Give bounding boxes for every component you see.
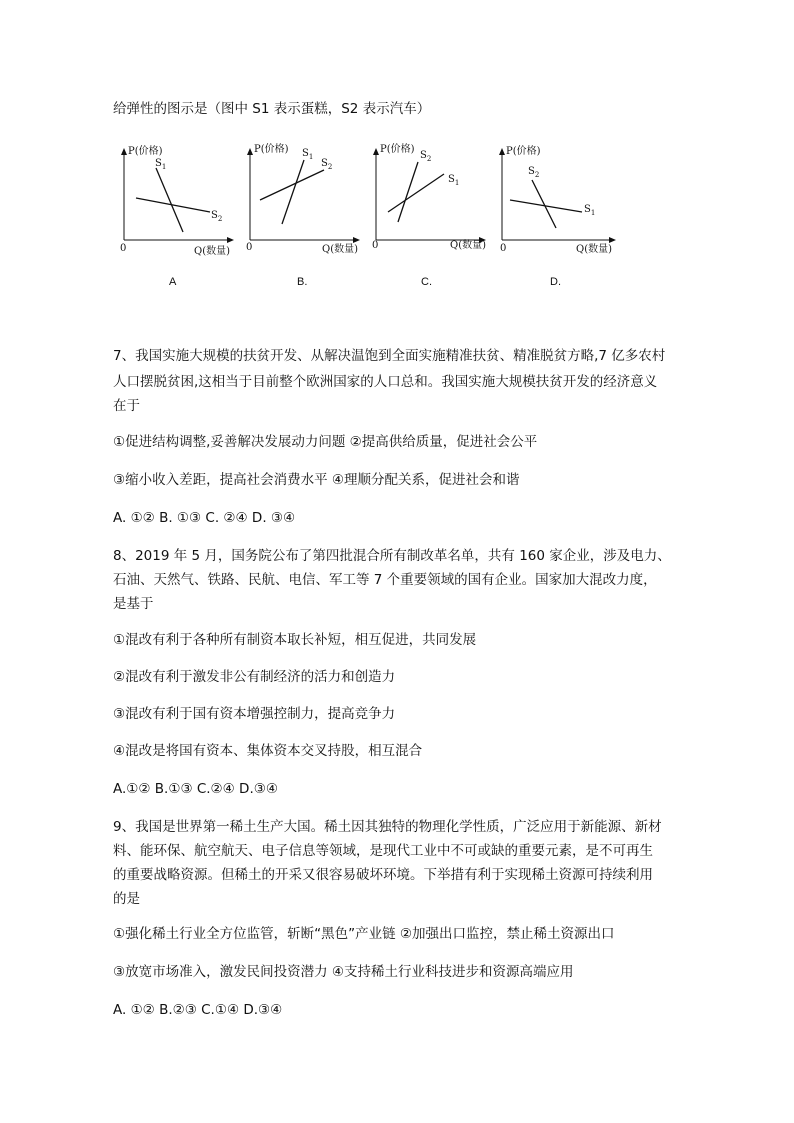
q8-option-4: ④混改是将国有资本、集体资本交叉持股，相互混合 [113,743,423,759]
q9-options-34: ③放宽市场准入，激发民间投资潜力 ④支持稀土行业科技进步和资源高端应用 [113,964,574,980]
q8-option-3: ③混改有利于国有资本增强控制力，提高竞争力 [113,706,396,722]
chart-b [236,140,366,264]
q8-answers: A.①② B.①③ C.②④ D.③④ [113,781,278,797]
s1-label: $S_1$ [302,148,314,161]
x-axis-label: Q(数量) [576,244,613,255]
y-axis-arrow [499,148,505,155]
q7-stem-line2: 人口摆脱贫困,这相当于目前整个欧洲国家的人口总和。我国实施大规模扶贫开发的经济意义 [113,374,658,390]
s1-label: $S_1$ [448,174,460,187]
y-axis-label: P(价格) [128,146,163,157]
q8-stem-line2: 石油、天然气、铁路、民航、电信、军工等 7 个重要领域的国有企业。国家加大混改力度， [113,572,657,588]
chart-d [488,140,628,264]
s1-label: $S_1$ [584,204,596,217]
chart-c [362,140,492,264]
x-axis-arrow [353,237,360,243]
origin-label: 0 [246,242,253,253]
s1-line [388,174,444,212]
q8-stem-line1: 8、2019 年 5 月，国务院公布了第四批混合所有制改革名单，共有 160 家企业，涉及电力、 [113,548,671,564]
x-axis-label: Q(数量) [322,244,359,255]
q7-options-12: ①促进结构调整,妥善解决发展动力问题 ②提高供给质量，促进社会公平 [113,434,538,450]
s2-line [398,162,418,222]
q9-answers: A. ①② B.②③ C.①④ D.③④ [113,1002,283,1018]
q7-stem-line1: 7、我国实施大规模的扶贫开发、从解决温饱到全面实施精准扶贫、精准脱贫方略,7 亿多农村 [113,348,666,364]
y-axis-label: P(价格) [506,146,541,157]
supply-elasticity-charts [110,140,630,290]
s2-label: $S_2$ [321,158,333,171]
s1-label: $S_1$ [155,158,167,171]
y-axis-arrow [247,148,253,155]
origin-label: 0 [500,243,507,254]
s1-line [282,160,304,224]
x-axis-label: Q(数量) [194,246,231,257]
x-axis-arrow [227,237,234,243]
q7-stem-line3: 在于 [113,398,140,414]
q8-option-2: ②混改有利于激发非公有制经济的活力和创造力 [113,669,396,685]
q7-options-34: ③缩小收入差距，提高社会消费水平 ④理顺分配关系，促进社会和谐 [113,472,520,488]
chart-option-a: A [169,276,177,288]
origin-label: 0 [120,243,127,254]
x-axis-arrow [609,237,616,243]
q9-stem-line1: 9、我国是世界第一稀土生产大国。稀土因其独特的物理化学性质，广泛应用于新能源、新材 [113,819,662,835]
chart-d-svg [488,140,628,260]
question6-tail: 给弹性的图示是（图中 S1 表示蛋糕，S2 表示汽车） [113,101,431,117]
chart-option-c: C. [421,276,432,288]
s2-label: $S_2$ [420,150,432,163]
chart-c-svg [362,140,492,260]
q9-stem-line3: 的重要战略资源。但稀土的开采又很容易破坏环境。下举措有利于实现稀土资源可持续利用 [113,867,653,883]
y-axis-label: P(价格) [380,144,415,155]
y-axis-arrow [121,148,127,155]
chart-option-b: B. [297,276,308,288]
y-axis-label: P(价格) [254,144,289,155]
origin-label: 0 [372,240,379,251]
chart-a [110,140,240,264]
chart-b-svg [236,140,366,260]
s1-line [156,168,183,232]
chart-option-d: D. [550,276,561,288]
q8-stem-line3: 是基于 [113,596,154,612]
q9-stem-line2: 料、能环保、航空航天、电子信息等领域，是现代工业中不可或缺的重要元素，是不可再生 [113,843,653,859]
q9-options-12: ①强化稀土行业全方位监管，斩断“黑色”产业链 ②加强出口监控，禁止稀土资源出口 [113,926,615,942]
y-axis-arrow [373,148,379,155]
s2-label: $S_2$ [528,166,540,179]
s2-label: $S_2$ [211,210,223,223]
chart-a-svg [110,140,240,260]
q9-stem-line4: 的是 [113,891,140,907]
q7-answers: A. ①② B. ①③ C. ②④ D. ③④ [113,510,296,526]
q8-option-1: ①混改有利于各种所有制资本取长补短，相互促进，共同发展 [113,632,477,648]
s1-line [510,200,582,212]
x-axis-label: Q(数量) [450,240,487,251]
